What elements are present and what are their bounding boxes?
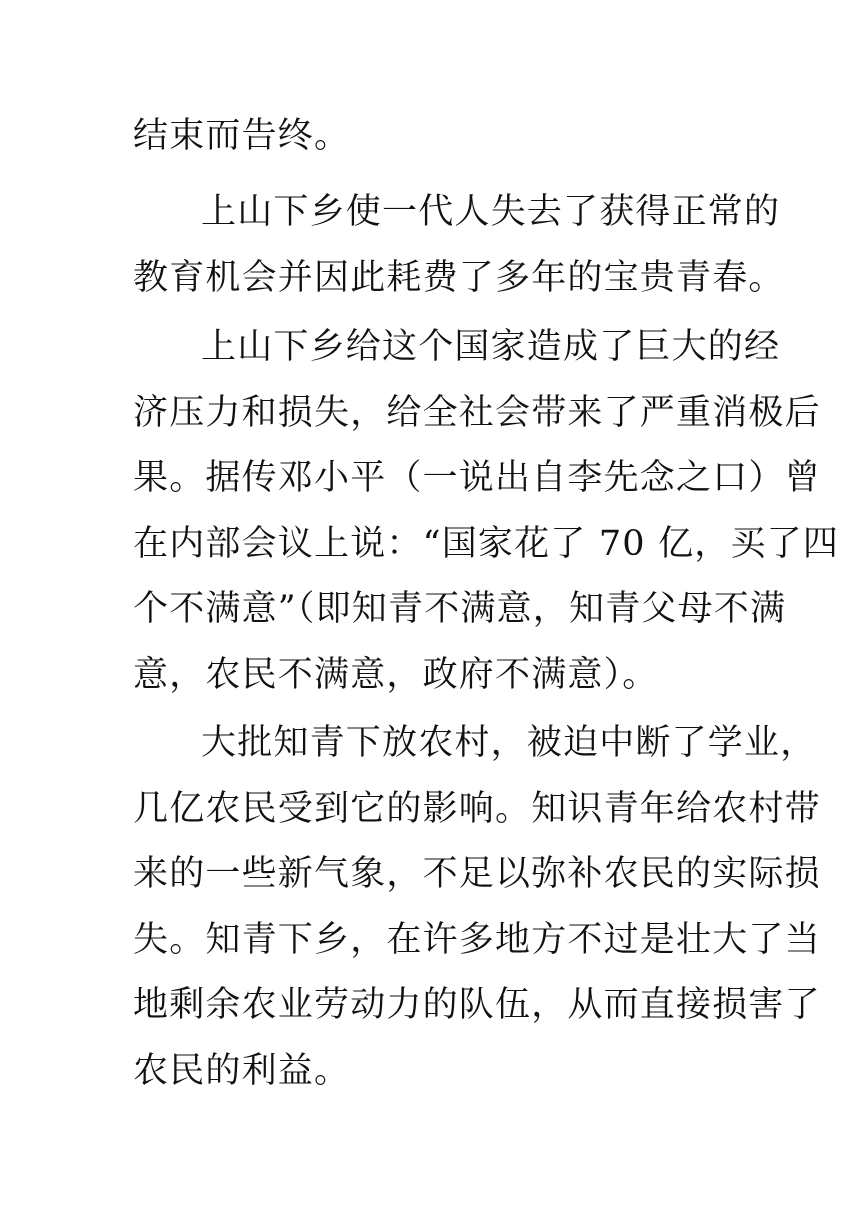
paragraph-economic-pressure (133, 315, 840, 708)
paragraph-continuation (133, 104, 733, 170)
text-line: 失。知青下乡，在许多地方不过是壮大了当 (133, 919, 821, 960)
text-line: 济压力和损失，给全社会带来了严重消极后 (133, 392, 821, 433)
paragraph-education (133, 180, 785, 311)
text-line: 个不满意”（即知青不满意，知青父母不满 (133, 589, 787, 629)
text-line: 果。据传邓小平（一说出自李先念之口）曾 (133, 458, 821, 498)
paragraph-farmers (133, 711, 821, 1104)
text-line: 大批知青下放农村，被迫中断了学业， (201, 723, 817, 763)
text-line: 农民的利益。 (133, 1050, 351, 1091)
text-line: 结束而告终。 (133, 116, 351, 156)
text-line: 几亿农民受到它的影响。知识青年给农村带 (133, 788, 821, 829)
text-line: 上山下乡使一代人失去了获得正常的 (201, 192, 781, 232)
text-line: 在内部会议上说：“国家花了 70 亿，买了四 (133, 523, 840, 564)
text-line: 意，农民不满意，政府不满意）。 (133, 654, 659, 695)
text-line: 教育机会并因此耗费了多年的宝贵青春。 (133, 257, 785, 298)
text-line: 来的一些新气象，不足以弥补农民的实际损 (133, 854, 821, 894)
text-line: 上山下乡给这个国家造成了巨大的经 (201, 327, 781, 367)
text-line: 地剩余农业劳动力的队伍，从而直接损害了 (133, 985, 821, 1025)
